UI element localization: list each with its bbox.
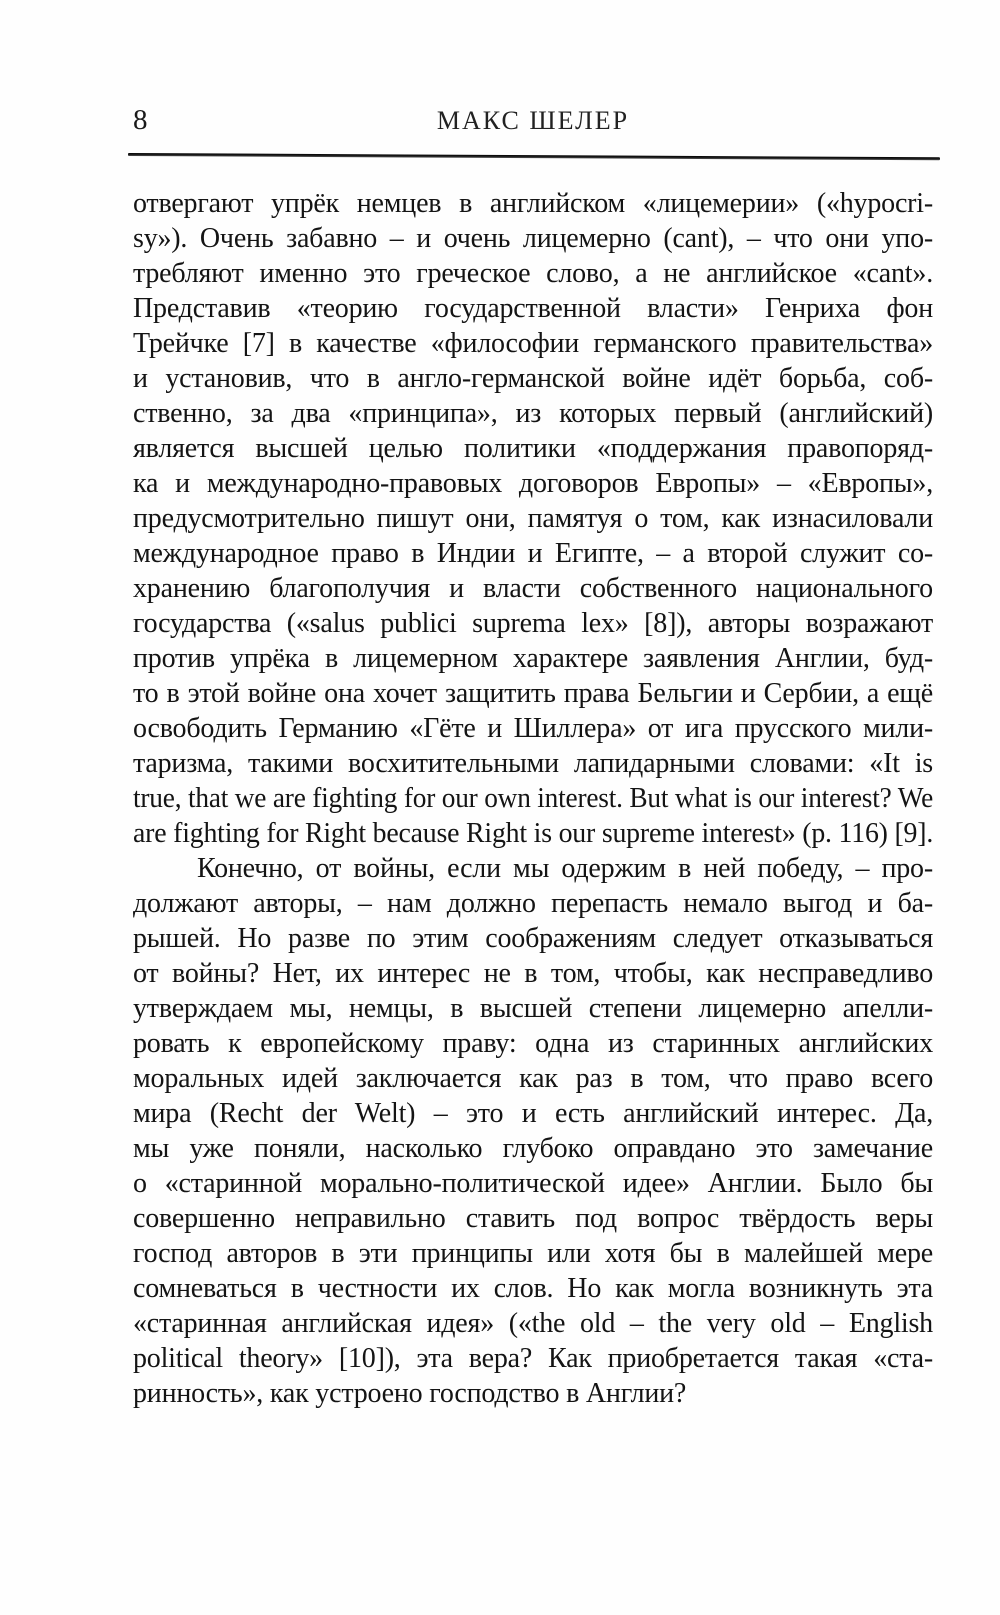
text-line: are fighting for Right because Right is our supreme interest» (p. 116) [9]. xyxy=(133,818,934,849)
text-line: ка и международно-правовых договоров Европы» – «Европы», xyxy=(133,468,933,499)
text-line: Трейчке [7] в качестве «философии германского правительства» xyxy=(133,328,933,359)
text-line: сомневаться в честности их слов. Но как могла возникнуть эта xyxy=(133,1273,933,1304)
text-line: государства («salus publici suprema lex» [8]), авторы возражают xyxy=(133,608,933,639)
text-line: является высшей целью политики «поддержания правопоряд- xyxy=(133,433,933,464)
text-line: мира (Recht der Welt) – это и есть английский интерес. Да, xyxy=(133,1098,933,1129)
text-line: «старинная английская идея» («the old – the very old – English xyxy=(133,1308,933,1339)
text-line: и установив, что в англо-германской войне идёт борьба, соб- xyxy=(133,363,933,394)
text-line: должают авторы, – нам должно перепасть немало выгод и ба- xyxy=(133,888,933,919)
text-line: против упрёка в лицемерном характере заявления Англии, буд- xyxy=(133,643,933,674)
text-line: то в этой войне она хочет защитить права Бельгии и Сербии, а ещё xyxy=(133,678,933,709)
text-line: моральных идей заключается как раз в том, что право всего xyxy=(133,1063,933,1094)
page-number: 8 xyxy=(133,104,148,136)
text-line: рышей. Но разве по этим соображениям следует отказываться xyxy=(133,923,933,954)
body-text xyxy=(133,186,933,1411)
text-line: господ авторов в эти принципы или хотя бы в малейшей мере xyxy=(133,1238,933,1269)
text-line: предусмотрительно пишут они, памятуя о том, как изнасиловали xyxy=(133,503,933,534)
text-line: ровать к европейскому праву: одна из старинных английских xyxy=(133,1028,933,1059)
text-line: международное право в Индии и Египте, – а второй служит со- xyxy=(133,538,933,569)
page-header xyxy=(133,104,933,144)
text-line: освободить Германию «Гёте и Шиллера» от ига прусского мили- xyxy=(133,713,933,744)
text-line: ринность», как устроено господство в Англии? xyxy=(133,1378,687,1409)
text-line: требляют именно это греческое слово, а не английское «cant». xyxy=(133,258,933,289)
text-line: утверждаем мы, немцы, в высшей степени лицемерно апелли- xyxy=(133,993,933,1024)
text-line: true, that we are fighting for our own interest. But what is our interest? We xyxy=(133,783,934,814)
text-line: отвергают упрёк немцев в английском «лицемерии» («hypocri- xyxy=(133,188,933,219)
text-line: ственно, за два «принципа», из которых первый (английский) xyxy=(133,398,933,429)
text-line: от войны? Нет, их интерес не в том, чтобы, как несправедливо xyxy=(133,958,933,989)
text-line: хранению благополучия и власти собственного национального xyxy=(133,573,933,604)
text-line: совершенно неправильно ставить под вопрос твёрдость веры xyxy=(133,1203,933,1234)
text-line: sy»). Очень забавно – и очень лицемерно (cant), – что они упо- xyxy=(133,223,933,254)
text-line: Конечно, от войны, если мы одержим в ней победу, – про- xyxy=(197,853,933,884)
text-line: Представив «теорию государственной власти» Генриха фон xyxy=(133,293,933,324)
header-rule xyxy=(128,153,940,160)
running-head: МАКС ШЕЛЕР xyxy=(436,106,630,135)
text-line: таризма, такими восхитительными лапидарными словами: «It is xyxy=(133,748,933,779)
text-line: о «старинной морально-политической идее» Англии. Было бы xyxy=(133,1168,933,1199)
text-line: political theory» [10]), эта вера? Как приобретается такая «ста- xyxy=(133,1343,933,1374)
text-line: мы уже поняли, насколько глубоко оправдано это замечание xyxy=(133,1133,933,1164)
